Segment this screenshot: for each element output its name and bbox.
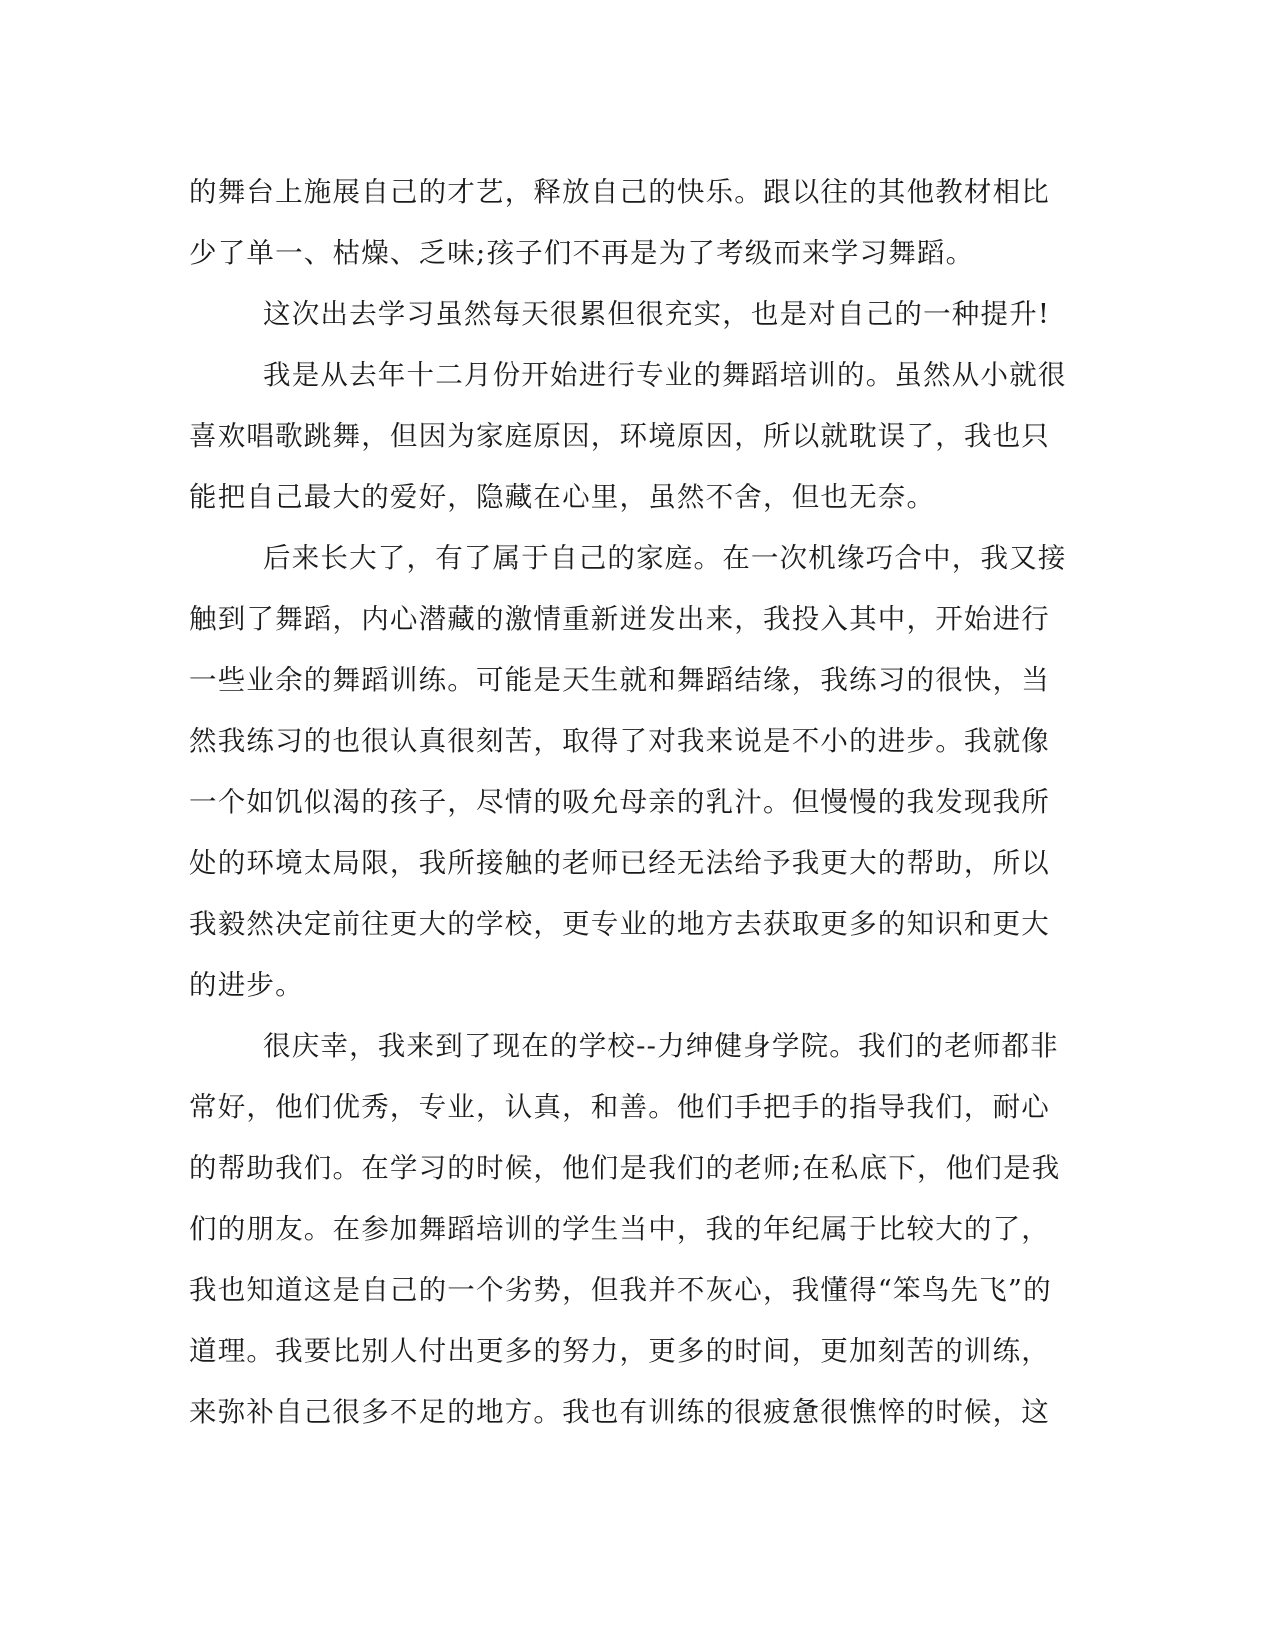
text-line: 我毅然决定前往更大的学校，更专业的地方去获取更多的知识和更大 — [189, 908, 1050, 940]
text-line: 很庆幸，我来到了现在的学校--力绅健身学院。我们的老师都非 — [263, 1030, 1059, 1062]
text-line: 喜欢唱歌跳舞，但因为家庭原因，环境原因，所以就耽误了，我也只 — [189, 420, 1050, 452]
text-line: 们的朋友。在参加舞蹈培训的学生当中，我的年纪属于比较大的了， — [189, 1213, 1050, 1245]
text-line: 后来长大了，有了属于自己的家庭。在一次机缘巧合中，我又接 — [263, 542, 1067, 574]
text-line: 我也知道这是自己的一个劣势，但我并不灰心，我懂得“笨鸟先飞”的 — [189, 1274, 1052, 1306]
text-line: 少了单一、枯燥、乏味;孩子们不再是为了考级而来学习舞蹈。 — [189, 237, 975, 269]
text-line: 然我练习的也很认真很刻苦，取得了对我来说是不小的进步。我就像 — [189, 725, 1050, 757]
text-line: 触到了舞蹈，内心潜藏的激情重新迸发出来，我投入其中，开始进行 — [189, 603, 1050, 635]
text-line: 来弥补自己很多不足的地方。我也有训练的很疲惫很憔悴的时候，这 — [189, 1396, 1050, 1428]
text-line: 常好，他们优秀，专业，认真，和善。他们手把手的指导我们，耐心 — [189, 1091, 1050, 1123]
text-line: 的舞台上施展自己的才艺，释放自己的快乐。跟以往的其他教材相比 — [189, 176, 1050, 208]
text-line: 道理。我要比别人付出更多的努力，更多的时间，更加刻苦的训练， — [189, 1335, 1050, 1367]
text-line: 的帮助我们。在学习的时候，他们是我们的老师;在私底下，他们是我 — [189, 1152, 1061, 1184]
text-line: 处的环境太局限，我所接触的老师已经无法给予我更大的帮助，所以 — [189, 847, 1050, 879]
text-line: 这次出去学习虽然每天很累但很充实，也是对自己的一种提升! — [263, 298, 1051, 330]
text-line: 的进步。 — [189, 969, 304, 1001]
text-line: 我是从去年十二月份开始进行专业的舞蹈培训的。虽然从小就很 — [263, 359, 1067, 391]
body-text — [189, 162, 1089, 1443]
text-line: 一些业余的舞蹈训练。可能是天生就和舞蹈结缘，我练习的很快，当 — [189, 664, 1050, 696]
text-line: 能把自己最大的爱好，隐藏在心里，虽然不舍，但也无奈。 — [189, 481, 936, 513]
text-line: 一个如饥似渴的孩子，尽情的吸允母亲的乳汁。但慢慢的我发现我所 — [189, 786, 1050, 818]
